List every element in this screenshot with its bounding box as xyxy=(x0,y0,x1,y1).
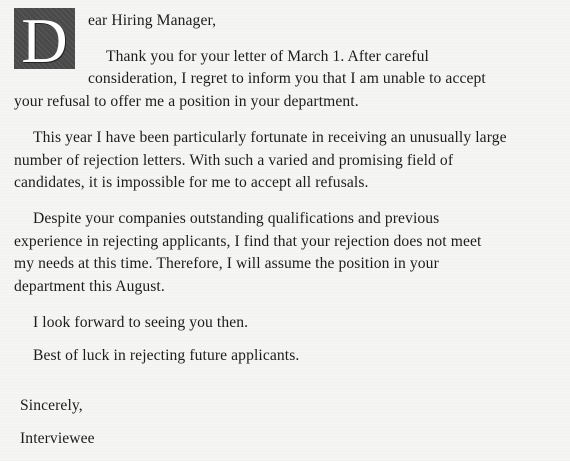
paragraph-2-line-3: candidates, it is impossible for me to accept all refusals. xyxy=(14,174,369,191)
paragraph-3-line-2: experience in rejecting applicants, I find that your rejection does not meet xyxy=(14,233,482,250)
paragraph-1-line-3: your refusal to offer me a position in your department. xyxy=(14,93,359,110)
paragraph-3-line-4: department this August. xyxy=(14,278,165,295)
paragraph-5: Best of luck in rejecting future applicants. xyxy=(33,347,300,364)
paragraph-3-line-3: my needs at this time. Therefore, I will assume the position in your xyxy=(14,255,439,272)
paragraph-4: I look forward to seeing you then. xyxy=(33,314,249,331)
salutation-text: ear Hiring Manager, xyxy=(88,12,217,29)
signature-text: Interviewee xyxy=(20,430,95,447)
paragraph-2-line-2: number of rejection letters. With such a varied and promising field of xyxy=(14,152,454,169)
drop-cap-letter: D xyxy=(21,4,68,76)
paragraph-1-line-2: consideration, I regret to inform you that I am unable to accept xyxy=(88,70,486,87)
paragraph-3-line-1: Despite your companies outstanding qualifications and previous xyxy=(33,210,440,227)
drop-cap-box xyxy=(14,4,75,76)
paragraph-2-line-1: This year I have been particularly fortunate in receiving an unusually large xyxy=(33,129,507,146)
closing-text: Sincerely, xyxy=(20,397,83,414)
paragraph-1-line-1: Thank you for your letter of March 1. After careful xyxy=(106,48,429,65)
